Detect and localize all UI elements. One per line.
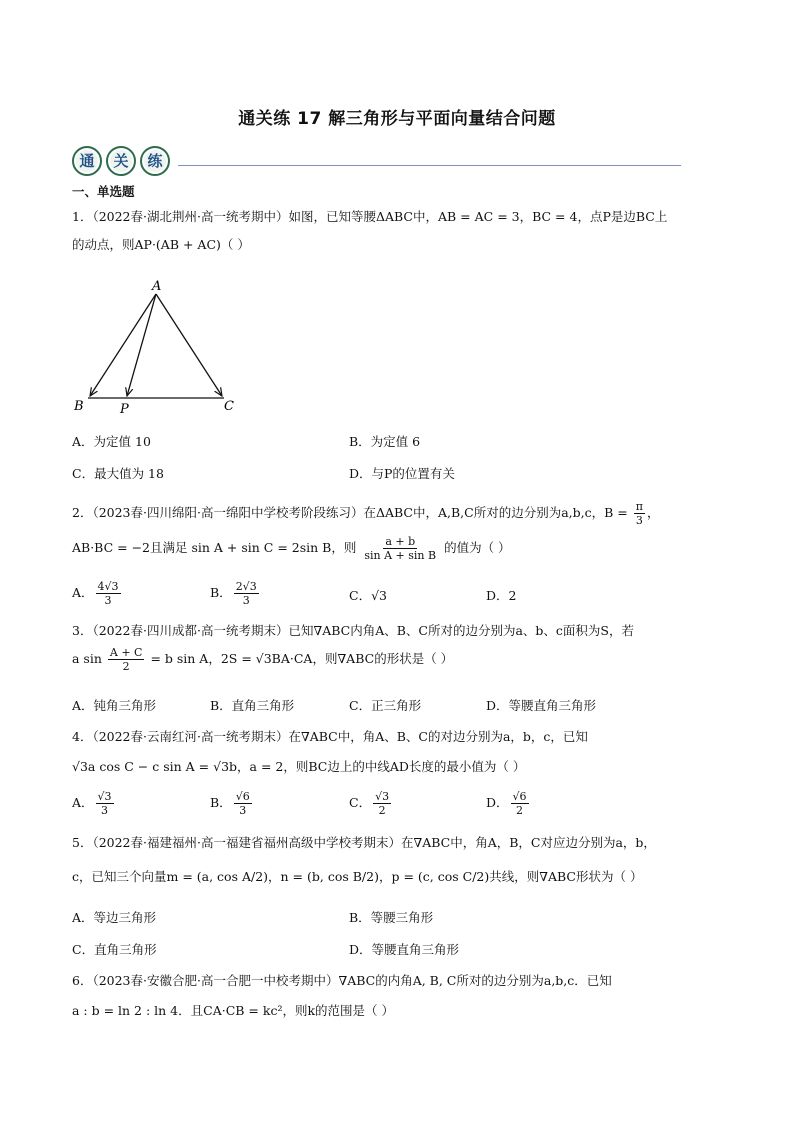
question-5-line-2: c，已知三个向量m = (a, cos A/2)，n = (b, cos B/2)，p = (c, cos C/2)共线，则∇ABC形状为（ ）: [72, 869, 643, 884]
question-3: [72, 622, 722, 673]
q2-option-a-label: A．: [72, 585, 94, 600]
q2-option-a[interactable]: [72, 580, 123, 607]
question-1-line-2: 的动点，则AP·(AB + AC)（ ）: [72, 237, 250, 252]
q3-option-b[interactable]: B．直角三角形: [210, 698, 295, 713]
vector-ap: [127, 294, 156, 396]
label-c: C: [224, 399, 234, 414]
question-1: [72, 208, 722, 254]
question-6: [72, 972, 722, 1020]
question-6-line-1: 6．（2023春·安徽合肥·高一合肥一中校考期中）∇ABC的内角A, B, C所对的边分别为a,b,c．已知: [72, 973, 612, 988]
q4-option-b-label: B．: [210, 795, 232, 810]
q4-option-c-den: 2: [378, 804, 386, 817]
page-title: 通关练 17 解三角形与平面向量结合问题: [238, 109, 556, 129]
q4-option-b[interactable]: [210, 790, 254, 817]
question-3-lhs: a sin: [72, 651, 102, 666]
q5-option-a[interactable]: A．等边三角形: [72, 910, 157, 925]
q4-option-d-den: 2: [516, 804, 524, 817]
q2-b-den: 3: [635, 514, 643, 527]
q4-option-c[interactable]: [349, 790, 393, 817]
banner-divider: [178, 165, 681, 166]
section-heading: 一、单选题: [72, 184, 135, 199]
question-3-line-1: 3．（2022春·四川成都·高一统考期末）已知∇ABC内角A、B、C所对的边分别为a、b、c面积为S，若: [72, 623, 634, 638]
q3-fraction: [108, 646, 145, 673]
q5-option-d[interactable]: D．等腰直角三角形: [349, 942, 460, 957]
q4-option-a-frac: [96, 790, 114, 817]
banner-seal-3: 练: [140, 146, 170, 176]
question-5: [72, 834, 722, 886]
q2-b-num: π: [635, 500, 643, 513]
q1-option-a[interactable]: A．为定值 10: [72, 434, 151, 449]
question-2: [72, 500, 722, 562]
label-a: A: [152, 279, 162, 294]
question-4-line-2: √3a cos C − c sin A = √3b，a = 2，则BC边上的中线AD长度的最小值为（ ）: [72, 759, 526, 774]
question-2-stem: 2．（2023春·四川绵阳·高一绵阳中学校考阶段练习）在ΔABC中，A,B,C所对的边分别为a,b,c，B =: [72, 505, 628, 520]
q3-frac-num: A + C: [109, 646, 143, 659]
question-1-line-1: 1．（2022春·湖北荆州·高一统考期中）如图，已知等腰ΔABC中，AB = AC = 3，BC = 4，点P是边BC上: [72, 209, 668, 224]
q4-option-a-num: √3: [97, 790, 112, 803]
question-2-cond: AB·BC = −2且满足 sin A + sin C = 2sin B，则: [72, 540, 357, 555]
q3-option-a[interactable]: A．钝角三角形: [72, 698, 157, 713]
label-b: B: [74, 399, 84, 414]
vector-ab: [90, 294, 156, 396]
q2-option-b-label: B．: [210, 585, 232, 600]
q2-option-b-num: 2√3: [235, 580, 257, 593]
q2-option-a-num: 4√3: [97, 580, 119, 593]
question-4-line-1: 4．（2022春·云南红河·高一统考期末）在∇ABC中，角A、B、C的对边分别为a，b，c，已知: [72, 729, 588, 744]
q2-option-b-den: 3: [242, 594, 250, 607]
question-6-line-2: a : b = ln 2 : ln 4．且CA·CB = kc²，则k的范围是（ ）: [72, 1003, 395, 1018]
q3-frac-den: 2: [122, 660, 130, 673]
q4-option-c-num: √3: [375, 790, 390, 803]
banner-seal-2: 关: [106, 146, 136, 176]
question-2-line-2: [72, 535, 722, 562]
q2-option-a-den: 3: [104, 594, 112, 607]
q2-option-d[interactable]: D．2: [486, 588, 517, 603]
q4-option-a[interactable]: [72, 790, 116, 817]
q2-option-b[interactable]: [210, 580, 261, 607]
q4-option-c-frac: [373, 790, 391, 817]
q2-ratio-den: sin A + sin B: [364, 549, 437, 562]
label-p: P: [120, 402, 129, 416]
question-2-ask: 的值为（ ）: [444, 540, 511, 555]
banner-seal-1: 通: [72, 146, 102, 176]
q2-ratio-num: a + b: [385, 535, 416, 548]
question-5-line-1: 5．（2022春·福建福州·高一福建省福州高级中学校考期末）在∇ABC中，角A，B，C对应边分别为a，b，: [72, 835, 656, 850]
q2-option-a-frac: [96, 580, 121, 607]
q4-option-b-den: 3: [239, 804, 247, 817]
q2-option-c[interactable]: C．√3: [349, 588, 387, 603]
q1-option-d[interactable]: D．与P的位置有关: [349, 466, 455, 481]
q5-option-c[interactable]: C．直角三角形: [72, 942, 157, 957]
question-4: [72, 728, 722, 776]
q4-option-a-den: 3: [101, 804, 109, 817]
section-banner: [72, 146, 174, 176]
q2-b-fraction: [634, 500, 645, 527]
q1-option-b[interactable]: B．为定值 6: [349, 434, 421, 449]
triangle-figure: [72, 276, 252, 416]
question-3-rhs: = b sin A，2S = √3BA·CA，则∇ABC的形状是（ ）: [150, 651, 454, 666]
q5-option-b[interactable]: B．等腰三角形: [349, 910, 434, 925]
q1-option-c[interactable]: C．最大值为 18: [72, 466, 164, 481]
vector-ac: [156, 294, 222, 396]
question-2-line-1: 2．（2023春·四川绵阳·高一绵阳中学校考阶段练习）在ΔABC中，A,B,C所对的边分别为a,b,c，B = $\frac{\pi}{3}$ ，: [72, 500, 660, 527]
q3-option-d[interactable]: D．等腰直角三角形: [486, 698, 597, 713]
q4-option-d-label: D．: [486, 795, 509, 810]
q4-option-d[interactable]: [486, 790, 531, 817]
question-3-line-2: [72, 646, 722, 673]
q4-option-d-num: √6: [512, 790, 527, 803]
q3-option-c[interactable]: C．正三角形: [349, 698, 422, 713]
q4-option-c-label: C．: [349, 795, 372, 810]
q2-ratio-fraction: [362, 535, 438, 562]
q2-option-b-frac: [234, 580, 259, 607]
q4-option-a-label: A．: [72, 795, 94, 810]
q4-option-b-num: √6: [235, 790, 250, 803]
q4-option-d-frac: [511, 790, 529, 817]
q4-option-b-frac: [234, 790, 252, 817]
